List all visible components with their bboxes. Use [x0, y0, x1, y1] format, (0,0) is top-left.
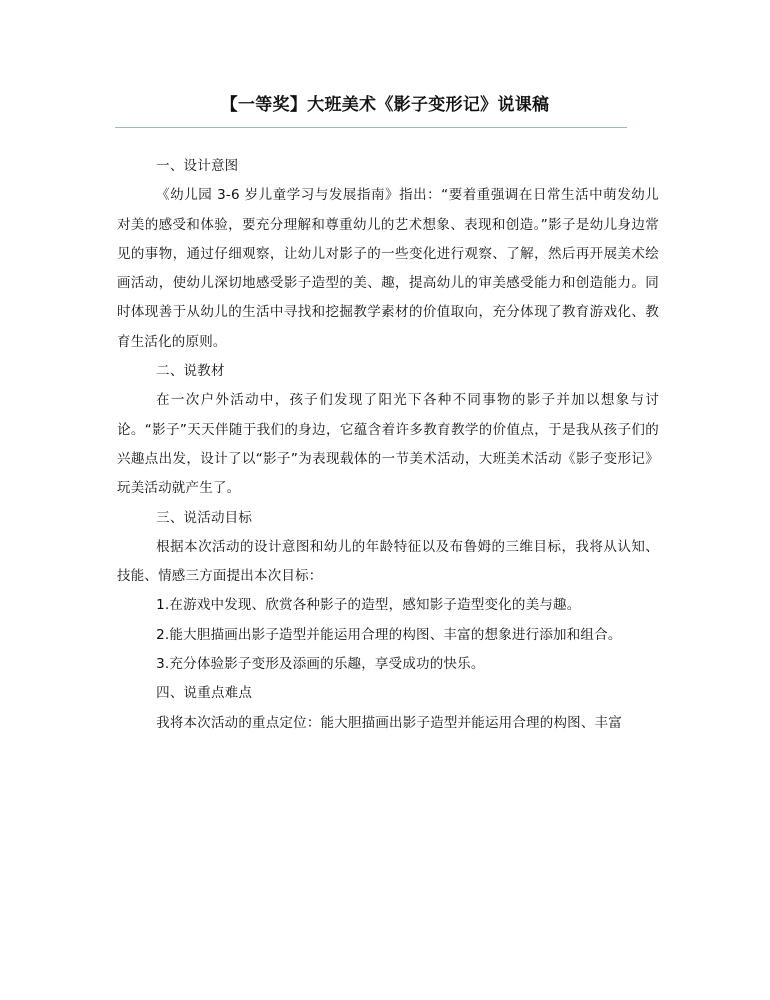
section-heading-teaching-material: 二、说教材 [156, 363, 225, 380]
goal-item-1: 1.在游戏中发现、欣赏各种影子的造型，感知影子造型变化的美与趣。 [156, 597, 581, 614]
document-body [117, 152, 659, 738]
goal-item-3: 3.充分体验影子变形及添画的乐趣，享受成功的快乐。 [156, 656, 485, 673]
section-heading-activity-goals: 三、说活动目标 [156, 509, 253, 526]
goal-item-2: 2.能大胆描画出影子造型并能运用合理的构图、丰富的想象进行添加和组合。 [156, 626, 622, 643]
paragraph-teaching-material: 在一次户外活动中，孩子们发现了阳光下各种不同事物的影子并加以想象与讨论。“影子”天天伴随于我们的身边，它蕴含着许多教育教学的价值点，于是我从孩子们的兴趣点出发，设计了以“影子”为表现载体的一节美术活动，大班美术活动《影子变形记》玩美活动就产生了。 [117, 392, 659, 497]
section-heading-key-difficulties: 四、说重点难点 [156, 685, 253, 702]
paragraph-activity-goals: 根据本次活动的设计意图和幼儿的年龄特征以及布鲁姆的三维目标，我将从认知、技能、情感三方面提出本次目标： [117, 538, 659, 585]
document-title: 【一等奖】大班美术《影子变形记》说课稿 [220, 95, 550, 115]
paragraph-key-difficulties: 我将本次活动的重点定位：能大胆描画出影子造型并能运用合理的构图、丰富 [156, 714, 622, 731]
section-heading-design-intent: 一、设计意图 [156, 158, 239, 174]
paragraph-design-intent: 《幼儿园 3-6 岁儿童学习与发展指南》指出：“要着重强调在日常生活中萌发幼儿对美的感受和体验，要充分理解和尊重幼儿的艺术想象、表现和创造。”影子是幼儿身边常见的事物，通过仔细观察，让幼儿对影子的一些变化进行观察、了解，然后再开展美术绘画活动，使幼儿深切地感受影子造型的美、趣，提高幼儿的审美感受能力和创造能力。同时体现善于从幼儿的生活中寻找和挖掘教学素材的价值取向，充分体现了教育游戏化、教育生活化的原则。 [117, 187, 659, 350]
title-divider [115, 127, 627, 128]
